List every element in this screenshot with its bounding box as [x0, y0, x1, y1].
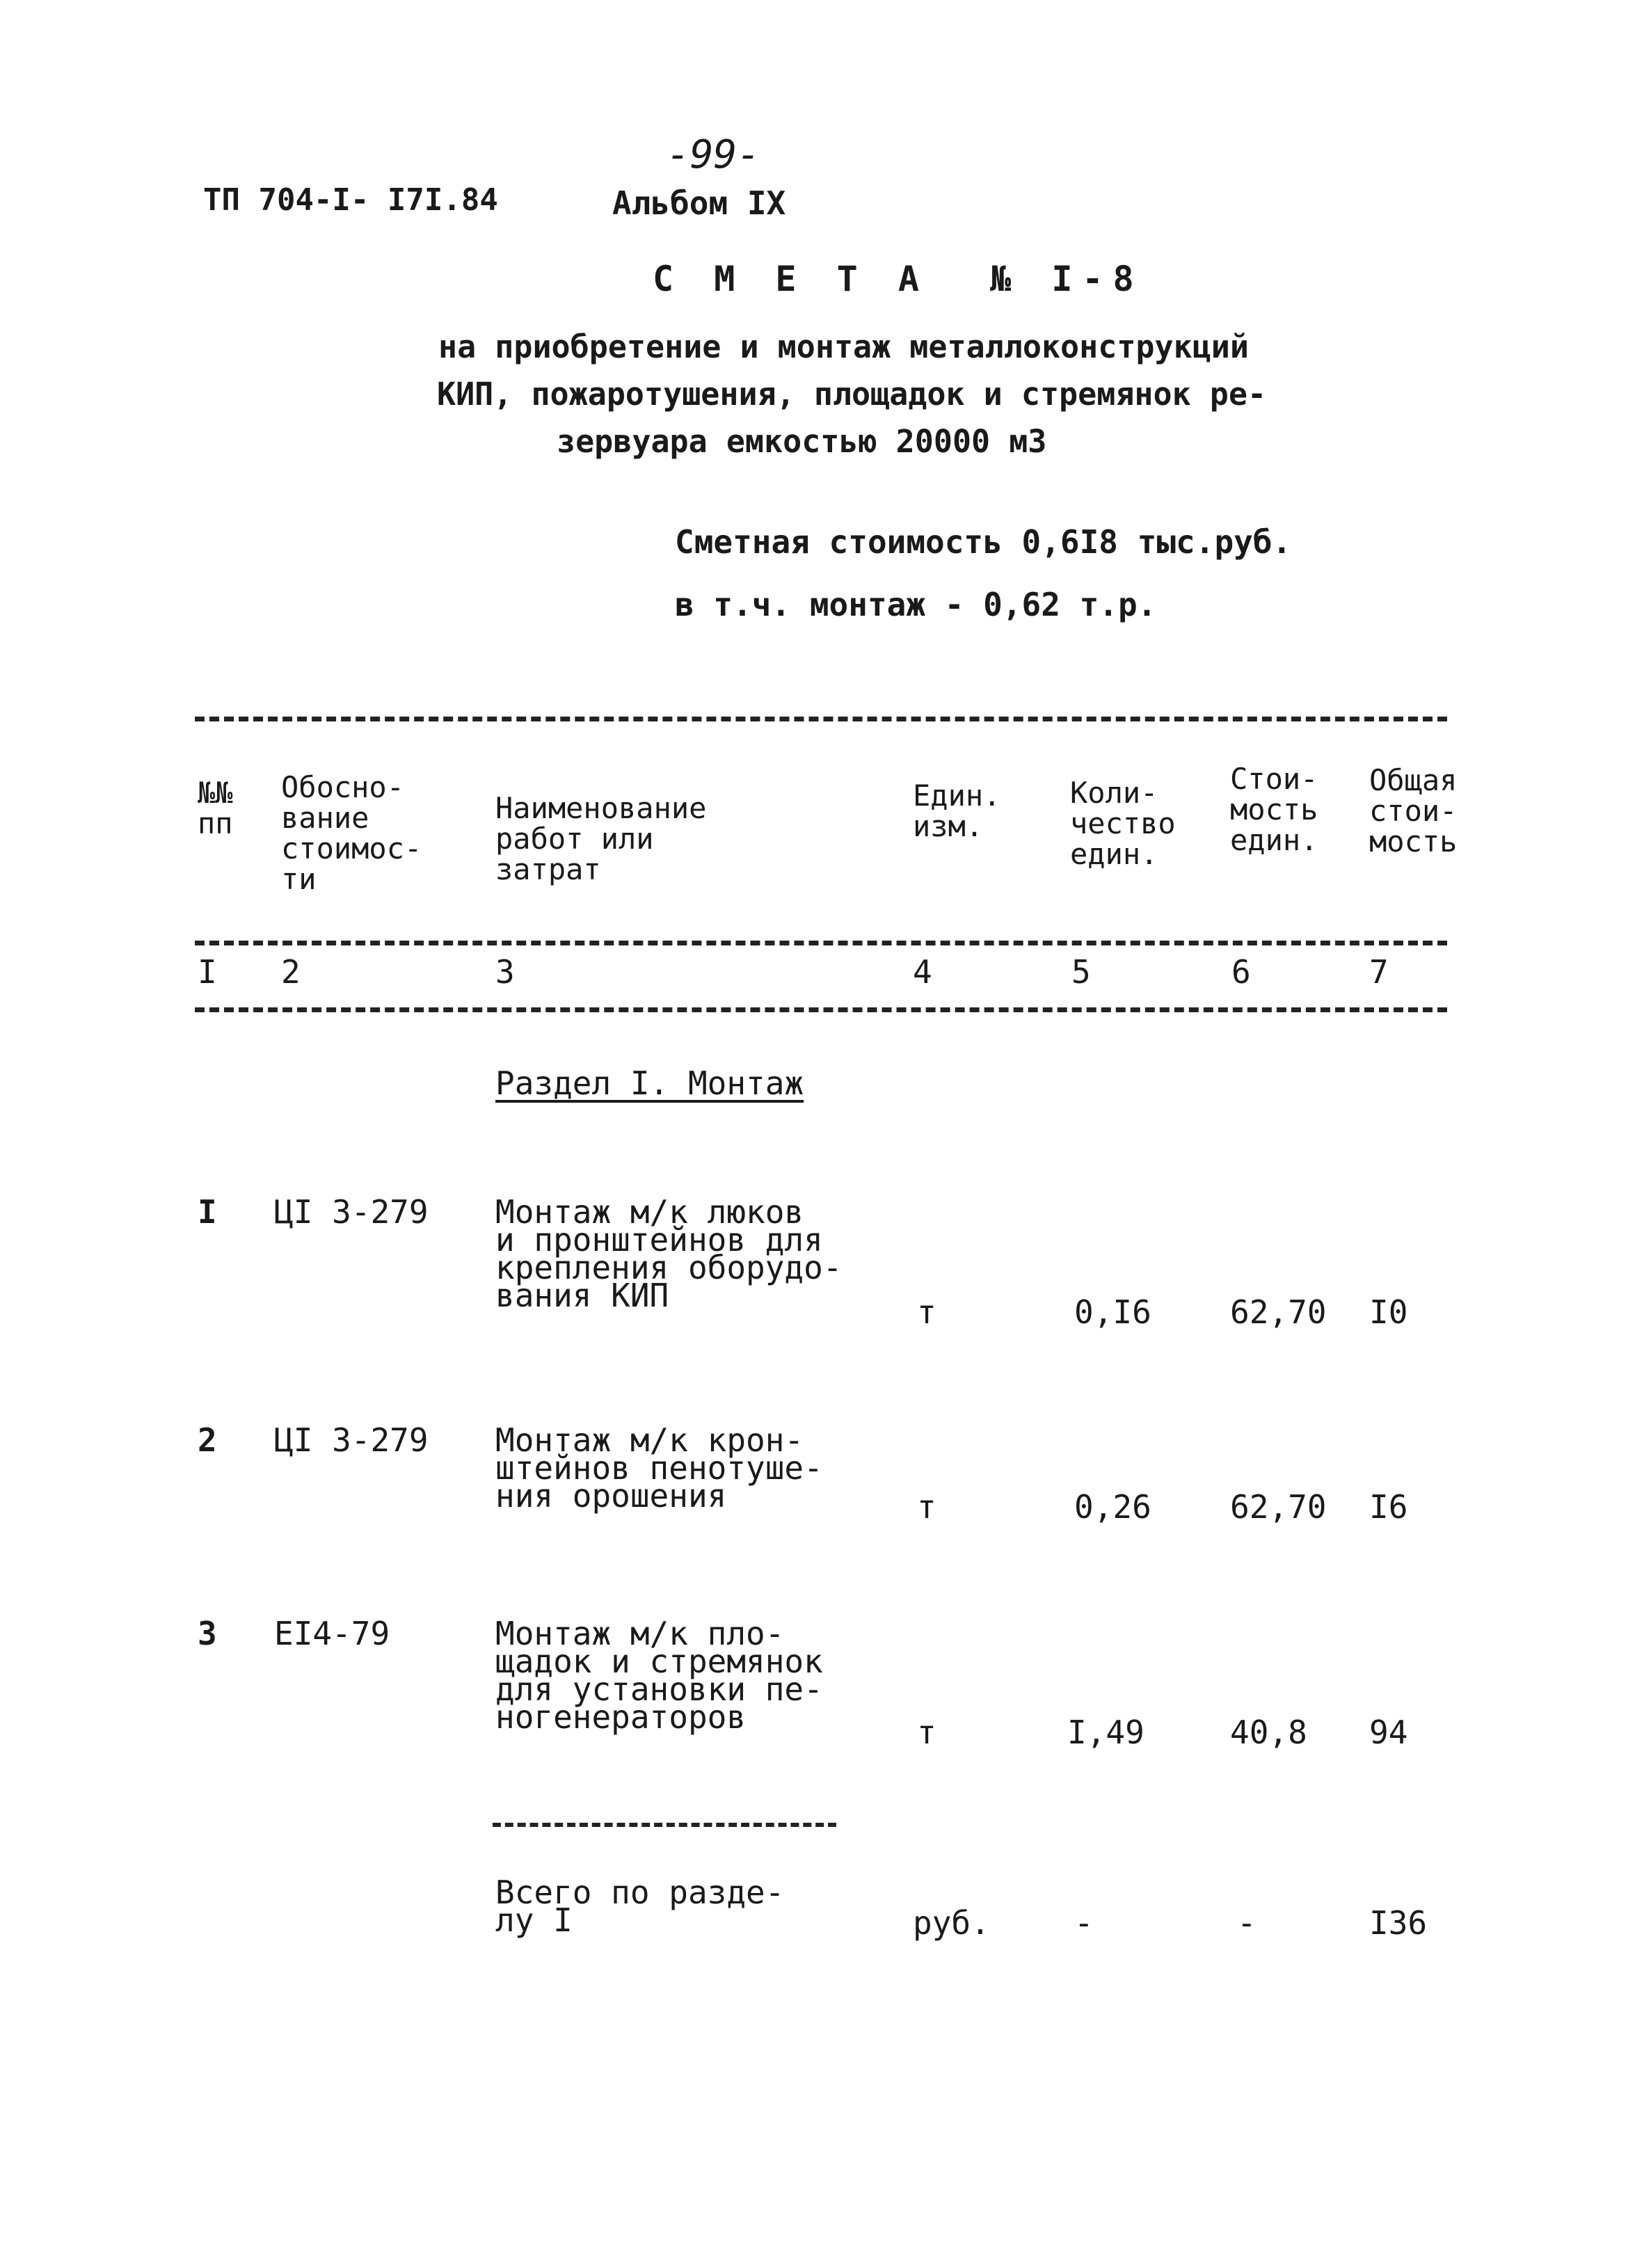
- row-quantity: 0,I6: [1074, 1293, 1151, 1331]
- row-work-name: Монтаж м/к пло- щадок и стремянок для установки пе- ногенераторов: [495, 1615, 823, 1736]
- row-total-cost: I6: [1369, 1488, 1408, 1526]
- row-number: 3: [198, 1615, 217, 1652]
- row-total-cost: 94: [1369, 1714, 1408, 1751]
- subtitle-line-1: на приобретение и монтаж металлоконструкций: [438, 328, 1249, 365]
- column-number: 5: [1071, 953, 1091, 991]
- column-number: 7: [1369, 953, 1389, 991]
- row-unit: т: [917, 1714, 936, 1751]
- table-top-rule: [195, 717, 1447, 721]
- estimate-title: С М Е Т А № I-8: [653, 259, 1144, 299]
- subtotal-total-cost: I36: [1369, 1904, 1428, 1942]
- subtitle-line-2: КИП, пожаротушения, площадок и стремянок ре-: [437, 376, 1267, 413]
- column-number: 3: [495, 953, 515, 991]
- row-number: 2: [198, 1421, 217, 1459]
- header-unit: Един. изм.: [913, 778, 1001, 843]
- header-unit-price: Стои- мость един.: [1230, 762, 1318, 857]
- page-number: -99-: [667, 132, 760, 177]
- row-cost-basis: ЦI 3-279: [274, 1421, 429, 1459]
- row-total-cost: I0: [1369, 1293, 1408, 1331]
- section-title: Раздел I. Монтаж: [495, 1064, 804, 1102]
- row-unit-price: 62,70: [1230, 1488, 1327, 1526]
- row-number: I: [198, 1193, 217, 1231]
- row-work-name: Монтаж м/к крон- штейнов пенотуше- ния орошения: [495, 1421, 823, 1515]
- header-cost-basis: Обосно- вание стоимос- ти: [281, 770, 422, 896]
- subtotal-label: Всего по разде- лу I: [495, 1874, 785, 1939]
- row-cost-basis: ЦI 3-279: [274, 1193, 429, 1231]
- column-number: I: [198, 953, 217, 991]
- album-label: Альбом IX: [612, 184, 786, 222]
- mounting-cost: в т.ч. монтаж - 0,62 т.р.: [675, 586, 1157, 623]
- row-quantity: I,49: [1067, 1714, 1144, 1751]
- subtitle-line-3: зервуара емкостью 20000 м3: [557, 423, 1047, 460]
- row-unit: т: [917, 1488, 936, 1526]
- column-number: 2: [281, 953, 301, 991]
- header-separator-rule: [195, 941, 1447, 945]
- row-work-name: Монтаж м/к люков и пронштейнов для крепления оборудо- вания КИП: [495, 1193, 843, 1314]
- row-unit-price: 40,8: [1230, 1714, 1307, 1751]
- column-number-rule: [195, 1007, 1447, 1012]
- subtotal-quantity: -: [1074, 1904, 1094, 1942]
- row-quantity: 0,26: [1074, 1488, 1151, 1526]
- row-unit-price: 62,70: [1230, 1293, 1327, 1331]
- subtotal-unit-price: -: [1237, 1904, 1257, 1942]
- document-code: ТП 704-I- I7I.84: [203, 182, 498, 218]
- subtotal-rule: [493, 1823, 836, 1827]
- row-cost-basis: EI4-79: [274, 1615, 390, 1652]
- column-number: 6: [1231, 953, 1251, 991]
- column-number: 4: [913, 953, 932, 991]
- header-work-name: Наименование работ или затрат: [495, 791, 707, 886]
- subtotal-unit: руб.: [913, 1904, 990, 1942]
- header-total-cost: Общая стои- мость: [1369, 763, 1458, 859]
- header-quantity: Коли- чество един.: [1070, 776, 1176, 871]
- header-row-number: №№ пп: [198, 776, 233, 840]
- row-unit: т: [917, 1293, 936, 1331]
- estimated-cost: Сметная стоимость 0,6I8 тыс.руб.: [675, 523, 1292, 561]
